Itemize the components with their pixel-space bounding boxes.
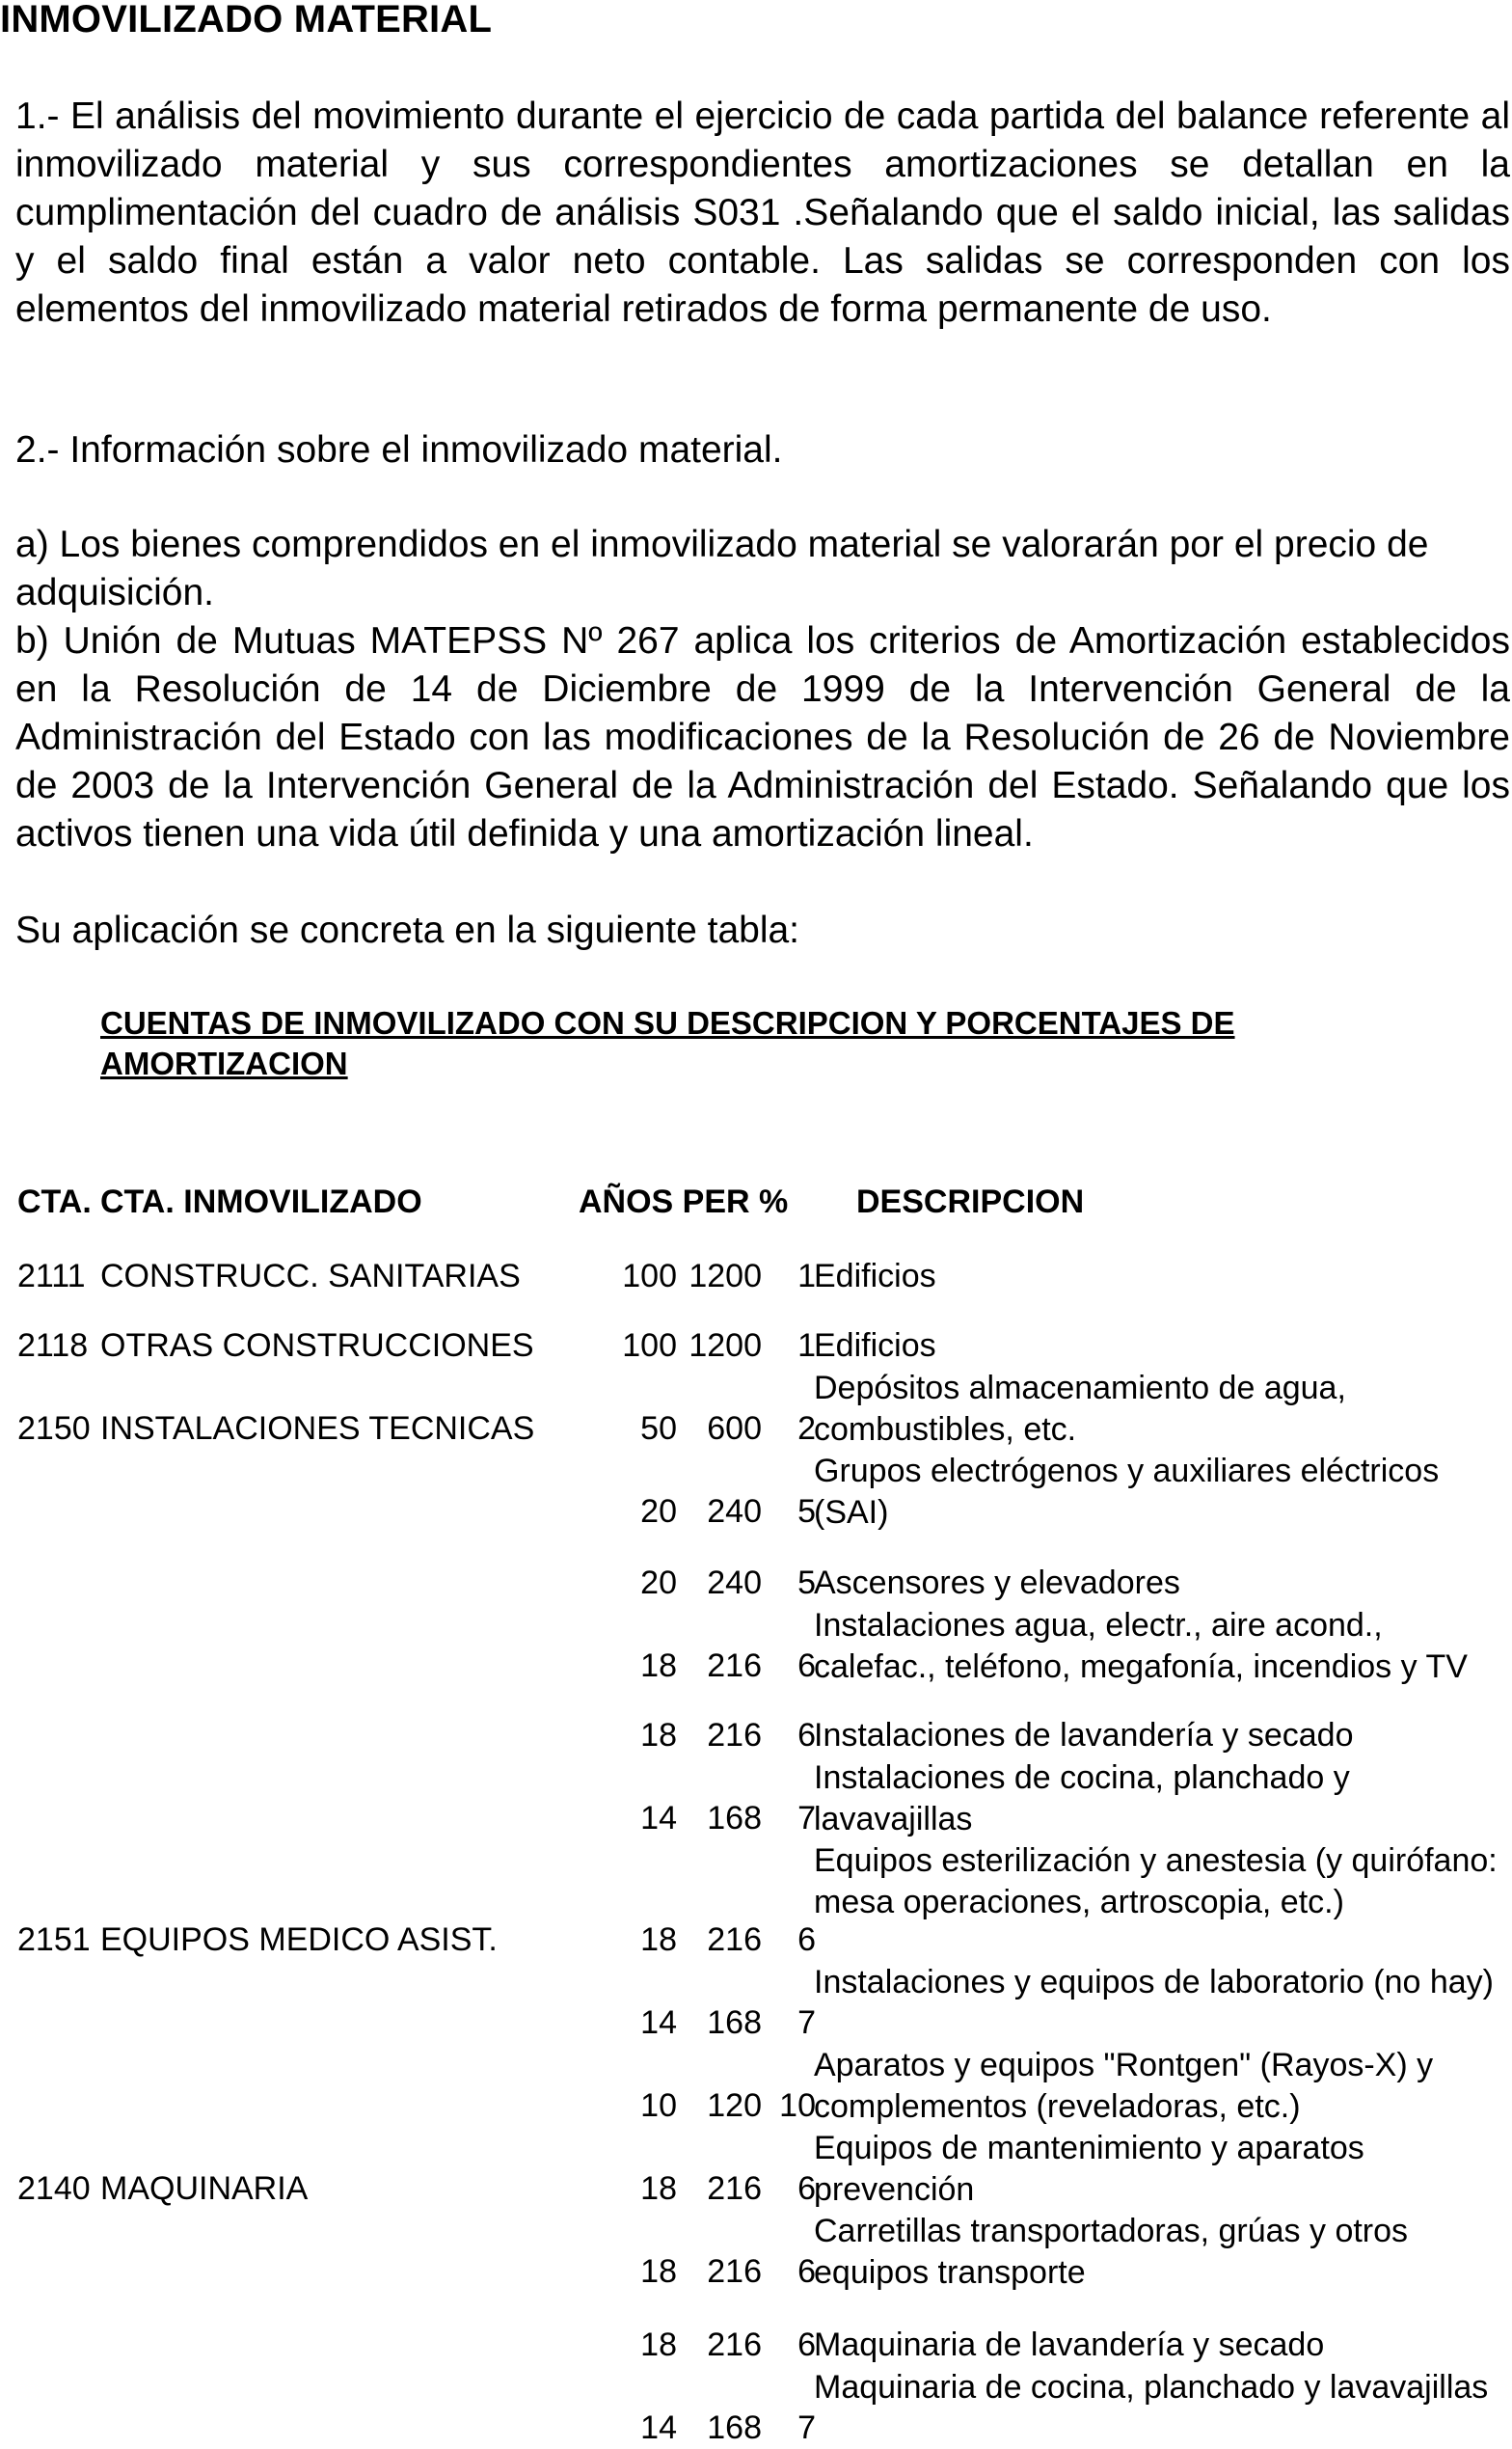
description: Edificios <box>814 1258 936 1294</box>
percent-value: 1 <box>797 1258 816 1294</box>
period-value: 168 <box>707 2409 762 2446</box>
years-value: 18 <box>640 2327 677 2363</box>
percent-value: 6 <box>797 2327 816 2363</box>
account-code: 2111 <box>17 1258 86 1294</box>
description: Grupos electrógenos y auxiliares eléctricos (SAI) <box>814 1453 1440 1531</box>
percent-value: 6 <box>797 1921 816 1958</box>
paragraph-info-heading: 2.- Información sobre el inmovilizado material. <box>15 429 783 471</box>
period-value: 1200 <box>688 1327 762 1364</box>
paragraph-analysis: 1.- El análisis del movimiento durante el ejercicio de cada partida del balance referente al inmovilizado material y sus correspondientes amortizaciones se detallan en la cumplimentación del cuadro de análisis S031 .Señalando que el saldo inicial, las salidas y el saldo final están a valor neto contable. Las salidas se corresponden con los elementos del inmovilizado material retirados de forma permanente de uso. <box>15 95 1510 330</box>
account-code: 2118 <box>17 1327 89 1364</box>
years-value: 20 <box>640 1565 677 1601</box>
percent-value: 7 <box>797 2409 816 2446</box>
header-anos-per-pct: AÑOS PER % <box>579 1184 789 1220</box>
years-value: 100 <box>622 1327 677 1364</box>
percent-value: 7 <box>797 1800 816 1837</box>
percent-value: 6 <box>797 1647 816 1684</box>
percent-value: 6 <box>797 2253 816 2290</box>
paragraph-table-intro: Su aplicación se concreta en la siguiente tabla: <box>15 910 800 951</box>
description: Maquinaria de cocina, planchado y lavavajillas <box>814 2369 1489 2406</box>
description: Instalaciones de lavandería y secado <box>814 1717 1354 1754</box>
description: Depósitos almacenamiento de agua, combustibles, etc. <box>814 1370 1346 1448</box>
period-value: 120 <box>707 2087 762 2124</box>
description: Carretillas transportadoras, grúas y otros equipos transporte <box>814 2213 1409 2291</box>
period-value: 1200 <box>688 1258 762 1294</box>
description: Equipos esterilización y anestesia (y quirófano: mesa operaciones, artroscopia, etc.) <box>814 1842 1498 1920</box>
percent-value: 7 <box>797 2004 816 2041</box>
period-value: 216 <box>707 2253 762 2290</box>
account-name: EQUIPOS MEDICO ASIST. <box>100 1921 498 1958</box>
header-descripcion: DESCRIPCION <box>856 1184 1085 1220</box>
percent-value: 5 <box>797 1493 816 1530</box>
percent-value: 6 <box>797 1717 816 1754</box>
period-value: 168 <box>707 2004 762 2041</box>
period-value: 216 <box>707 1647 762 1684</box>
period-value: 168 <box>707 1800 762 1837</box>
document-title: INMOVILIZADO MATERIAL <box>0 0 493 41</box>
header-cta-inmovilizado: CTA. INMOVILIZADO <box>100 1184 422 1220</box>
years-value: 50 <box>640 1410 677 1447</box>
account-name: OTRAS CONSTRUCCIONES <box>100 1327 534 1364</box>
percent-value: 5 <box>797 1565 816 1601</box>
percent-value: 6 <box>797 2170 816 2207</box>
period-value: 216 <box>707 1921 762 1958</box>
period-value: 216 <box>707 1717 762 1754</box>
account-name: INSTALACIONES TECNICAS <box>100 1410 535 1447</box>
period-value: 240 <box>707 1565 762 1601</box>
years-value: 14 <box>640 2004 677 2041</box>
percent-value: 2 <box>797 1410 816 1447</box>
account-code: 2140 <box>17 2170 91 2207</box>
years-value: 18 <box>640 2253 677 2290</box>
description: Instalaciones y equipos de laboratorio (no hay) <box>814 1964 1494 2000</box>
years-value: 18 <box>640 1717 677 1754</box>
percent-value: 10 <box>779 2087 816 2124</box>
description: Edificios <box>814 1327 936 1364</box>
period-value: 240 <box>707 1493 762 1530</box>
account-code: 2151 <box>17 1921 91 1958</box>
period-value: 216 <box>707 2327 762 2363</box>
years-value: 18 <box>640 1921 677 1958</box>
paragraph-amortization-criteria: b) Unión de Mutuas MATEPSS Nº 267 aplica los criterios de Amortización establecidos en la Resolución de 14 de Diciembre de 1999 de la Intervención General de la Administración del Estado con las modificaciones de la Resolución de 26 de Noviembre de 2003 de la Intervención General de la Administración del Estado. Señalando que los activos tienen una vida útil definida y una amortización lineal. <box>15 620 1510 855</box>
years-value: 10 <box>640 2087 677 2124</box>
account-name: MAQUINARIA <box>100 2170 309 2207</box>
years-value: 20 <box>640 1493 677 1530</box>
description: Equipos de mantenimiento y aparatos prevención <box>814 2130 1364 2208</box>
period-value: 216 <box>707 2170 762 2207</box>
percent-value: 1 <box>797 1327 816 1364</box>
description: Maquinaria de lavandería y secado <box>814 2327 1325 2363</box>
account-name: CONSTRUCC. SANITARIAS <box>100 1258 521 1294</box>
table-title: CUENTAS DE INMOVILIZADO CON SU DESCRIPCION Y PORCENTAJES DE AMORTIZACION <box>100 1005 1235 1081</box>
years-value: 100 <box>622 1258 677 1294</box>
header-cta: CTA. <box>17 1184 92 1220</box>
description: Instalaciones agua, electr., aire acond., calefac., teléfono, megafonía, incendios y TV <box>814 1607 1468 1685</box>
period-value: 600 <box>707 1410 762 1447</box>
account-code: 2150 <box>17 1410 91 1447</box>
years-value: 14 <box>640 1800 677 1837</box>
years-value: 18 <box>640 2170 677 2207</box>
description: Ascensores y elevadores <box>814 1565 1180 1601</box>
years-value: 18 <box>640 1647 677 1684</box>
description: Aparatos y equipos "Rontgen" (Rayos-X) y complementos (reveladoras, etc.) <box>814 2047 1434 2125</box>
years-value: 14 <box>640 2409 677 2446</box>
description: Instalaciones de cocina, planchado y lavavajillas <box>814 1759 1350 1837</box>
paragraph-valuation: a) Los bienes comprendidos en el inmovilizado material se valorarán por el precio de adquisición. <box>15 524 1429 613</box>
